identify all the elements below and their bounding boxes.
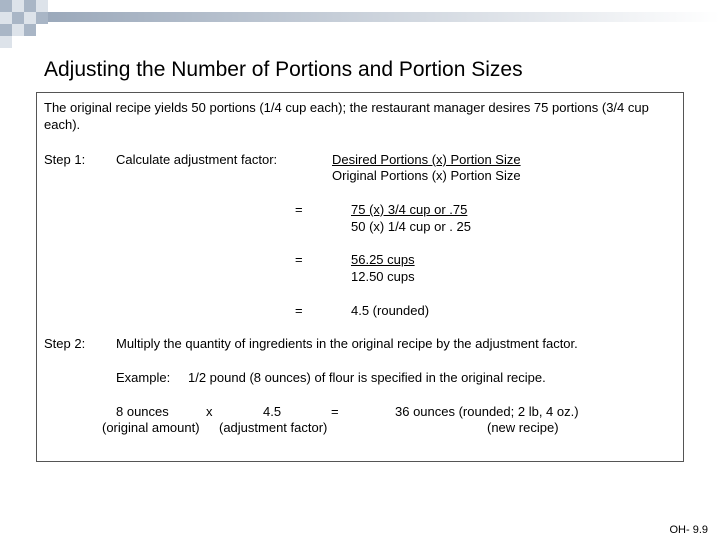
calc-adjustment-factor: 4.5 [263, 404, 282, 419]
step1-label: Step 1: [44, 152, 86, 167]
line2-denominator: 50 (x) 1/4 cup or . 25 [351, 219, 471, 234]
line2-numerator: 75 (x) 3/4 cup or .75 [351, 202, 468, 217]
header-decoration [0, 0, 720, 60]
slide-number: OH- 9.9 [669, 524, 708, 536]
content-box [36, 92, 684, 462]
equals-sign-1: = [295, 202, 303, 217]
new-recipe-caption: (new recipe) [487, 420, 559, 435]
calc-original-amount: 8 ounces [116, 404, 169, 419]
original-amount-caption: (original amount) [102, 420, 200, 435]
page-title: Adjusting the Number of Portions and Portion Sizes [44, 58, 523, 81]
equals-sign-2: = [295, 252, 303, 267]
calc-equals-sign: = [331, 404, 339, 419]
formula-numerator: Desired Portions (x) Portion Size [332, 152, 521, 167]
example-label: Example: [116, 370, 171, 385]
adjustment-factor-caption: (adjustment factor) [219, 420, 328, 435]
formula-denominator: Original Portions (x) Portion Size [332, 168, 521, 183]
line4-result: 4.5 (rounded) [351, 303, 430, 318]
step2-text: Multiply the quantity of ingredients in the original recipe by the adjustment factor. [116, 336, 578, 351]
step1-text: Calculate adjustment factor: [116, 152, 278, 167]
calc-multiply-sign: x [206, 404, 213, 419]
line3-denominator: 12.50 cups [351, 269, 415, 284]
intro-text: The original recipe yields 50 portions (1/4 cup each); the restaurant manager desires 75 portions (3/4 cup each). [44, 100, 649, 132]
line3-numerator: 56.25 cups [351, 252, 415, 267]
equals-sign-3: = [295, 303, 303, 318]
step2-label: Step 2: [44, 336, 86, 351]
example-text: 1/2 pound (8 ounces) of flour is specified in the original recipe. [188, 370, 546, 385]
calc-new-amount: 36 ounces (rounded; 2 lb, 4 oz.) [395, 404, 579, 419]
